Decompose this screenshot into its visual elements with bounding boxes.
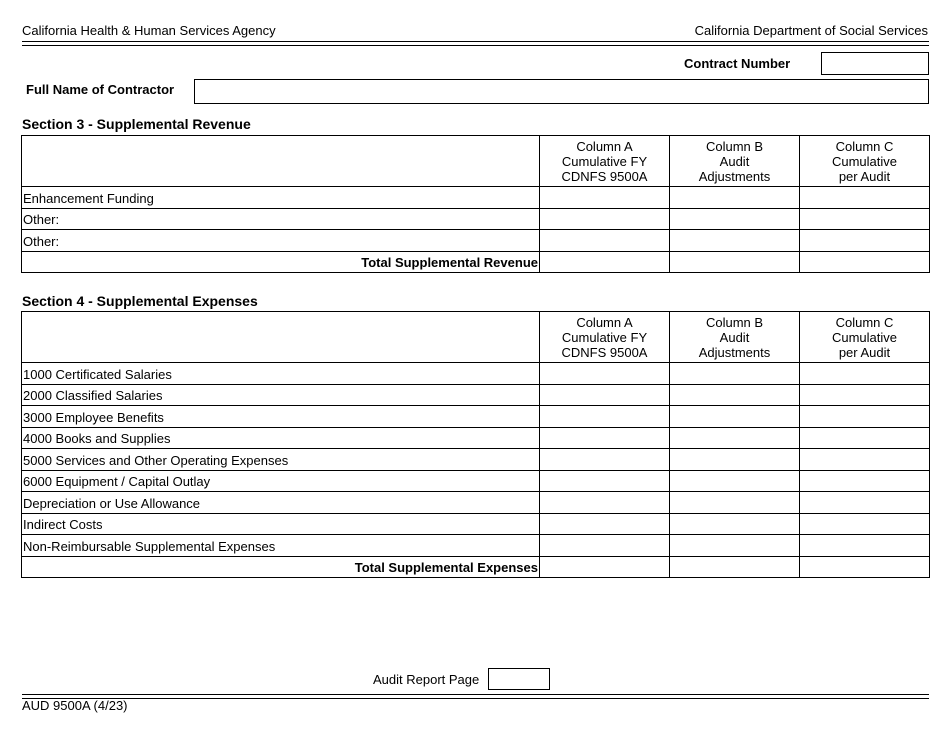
column-a-input[interactable] [540, 492, 670, 514]
column-c-input[interactable] [800, 230, 930, 252]
column-c-input[interactable] [800, 470, 930, 492]
column-c-input[interactable] [800, 384, 930, 406]
column-b-header: Column B Audit Adjustments [670, 136, 800, 187]
table-row [22, 470, 930, 492]
table-row [22, 492, 930, 514]
footer-rule-bottom [22, 698, 929, 699]
table-row [22, 535, 930, 557]
column-a-input[interactable] [540, 535, 670, 557]
form-id: AUD 9500A (4/23) [22, 698, 128, 713]
contractor-name-field[interactable] [194, 79, 929, 104]
column-c-input[interactable] [800, 208, 930, 230]
table-row [22, 427, 930, 449]
column-a-input[interactable] [540, 230, 670, 252]
column-c-input[interactable] [800, 513, 930, 535]
table-row [22, 513, 930, 535]
section4-title: Section 4 - Supplemental Expenses [22, 293, 258, 309]
table-header-row [22, 312, 930, 363]
agency-name: California Health & Human Services Agency [22, 23, 276, 38]
contractor-name-label: Full Name of Contractor [26, 82, 175, 97]
column-b-input[interactable] [670, 208, 800, 230]
column-a-input[interactable] [540, 187, 670, 209]
contract-number-field[interactable] [821, 52, 929, 75]
header-rule-top [22, 41, 929, 42]
table-row [22, 406, 930, 428]
supplemental-revenue-table [21, 135, 930, 273]
column-b-input[interactable] [670, 363, 800, 385]
total-row [22, 251, 930, 273]
audit-report-page-field[interactable] [488, 668, 550, 690]
row-label: Non-Reimbursable Supplemental Expenses [22, 535, 540, 557]
column-a-input[interactable] [540, 208, 670, 230]
total-label: Total Supplemental Revenue [22, 251, 540, 273]
total-row [22, 556, 930, 578]
column-a-total[interactable] [540, 251, 670, 273]
column-b-input[interactable] [670, 187, 800, 209]
column-a-total[interactable] [540, 556, 670, 578]
column-b-input[interactable] [670, 406, 800, 428]
row-label: 4000 Books and Supplies [22, 427, 540, 449]
audit-report-page-label: Audit Report Page [373, 672, 480, 687]
column-c-header: Column C Cumulative per Audit [800, 312, 930, 363]
column-a-header: Column A Cumulative FY CDNFS 9500A [540, 312, 670, 363]
column-c-input[interactable] [800, 492, 930, 514]
column-c-input[interactable] [800, 187, 930, 209]
column-a-input[interactable] [540, 449, 670, 471]
table-header-row [22, 136, 930, 187]
column-c-total[interactable] [800, 251, 930, 273]
column-a-input[interactable] [540, 384, 670, 406]
column-b-input[interactable] [670, 535, 800, 557]
column-c-input[interactable] [800, 427, 930, 449]
department-name: California Department of Social Services [694, 23, 928, 38]
row-label: Indirect Costs [22, 513, 540, 535]
section3-title: Section 3 - Supplemental Revenue [22, 116, 251, 132]
row-label: 5000 Services and Other Operating Expenses [22, 449, 540, 471]
column-b-input[interactable] [670, 492, 800, 514]
column-b-input[interactable] [670, 384, 800, 406]
column-c-header: Column C Cumulative per Audit [800, 136, 930, 187]
column-a-input[interactable] [540, 427, 670, 449]
column-a-input[interactable] [540, 513, 670, 535]
row-label: 1000 Certificated Salaries [22, 363, 540, 385]
row-label: Depreciation or Use Allowance [22, 492, 540, 514]
supplemental-expenses-table [21, 311, 930, 578]
table-row [22, 187, 930, 209]
row-label: Other: [22, 230, 540, 252]
table-row [22, 363, 930, 385]
row-label: Other: [22, 208, 540, 230]
row-label: 6000 Equipment / Capital Outlay [22, 470, 540, 492]
table-row [22, 449, 930, 471]
row-label: 3000 Employee Benefits [22, 406, 540, 428]
header-rule-bottom [22, 45, 929, 46]
contract-number-label: Contract Number [684, 56, 791, 71]
total-label: Total Supplemental Expenses [22, 556, 540, 578]
column-b-header: Column B Audit Adjustments [670, 312, 800, 363]
column-b-input[interactable] [670, 449, 800, 471]
column-a-input[interactable] [540, 406, 670, 428]
column-a-input[interactable] [540, 363, 670, 385]
column-b-total[interactable] [670, 251, 800, 273]
column-a-input[interactable] [540, 470, 670, 492]
column-c-input[interactable] [800, 535, 930, 557]
column-b-input[interactable] [670, 427, 800, 449]
column-b-input[interactable] [670, 470, 800, 492]
table-row [22, 208, 930, 230]
row-label: Enhancement Funding [22, 187, 540, 209]
column-c-input[interactable] [800, 406, 930, 428]
column-b-input[interactable] [670, 230, 800, 252]
footer-rule-top [22, 694, 929, 695]
column-c-total[interactable] [800, 556, 930, 578]
column-b-input[interactable] [670, 513, 800, 535]
header-blank-cell [22, 312, 540, 363]
table-row [22, 230, 930, 252]
row-label: 2000 Classified Salaries [22, 384, 540, 406]
table-row [22, 384, 930, 406]
column-c-input[interactable] [800, 363, 930, 385]
column-b-total[interactable] [670, 556, 800, 578]
header-blank-cell [22, 136, 540, 187]
column-a-header: Column A Cumulative FY CDNFS 9500A [540, 136, 670, 187]
column-c-input[interactable] [800, 449, 930, 471]
